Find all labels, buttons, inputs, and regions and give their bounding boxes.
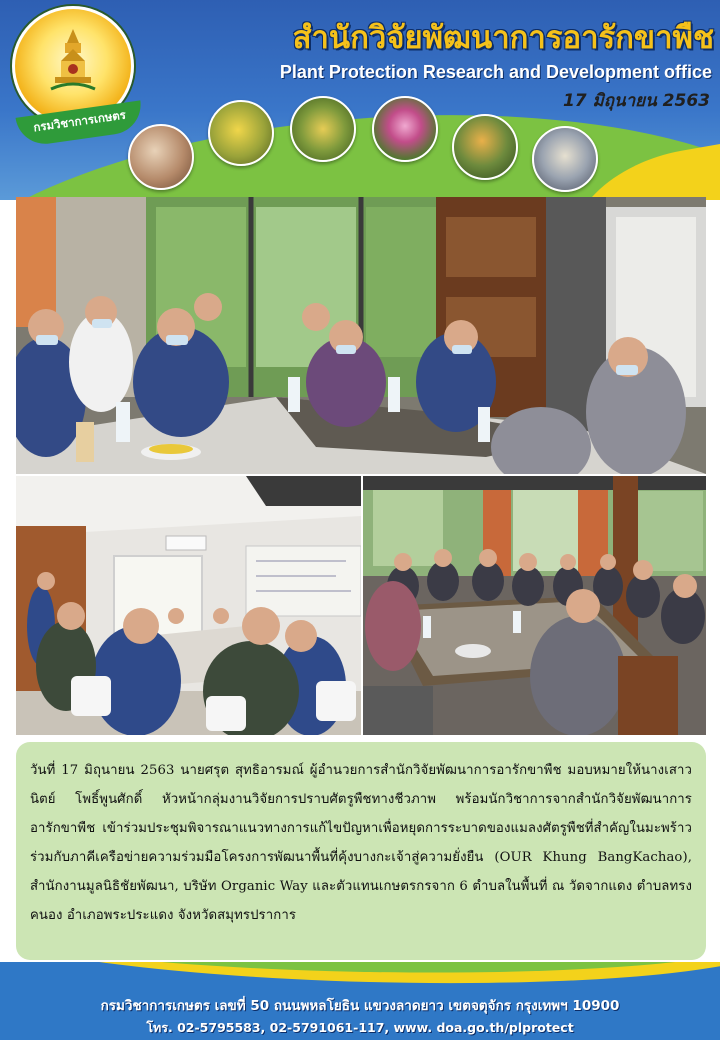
- meeting-photo-main: [16, 197, 706, 474]
- thumb-field-worker: [452, 114, 518, 180]
- meeting-photo-roundtable: [363, 476, 706, 735]
- thumb-green-spores: [290, 96, 356, 162]
- meeting-photo-presentation: [16, 476, 361, 735]
- footer-contact: โทร. 02-5795583, 02-5791061-117, www. doa.go.th/plprotect: [146, 1020, 574, 1035]
- news-text-panel: [16, 742, 706, 960]
- footer-address: กรมวิชาการเกษตร เลขที่ 50 ถนนพหลโยธิน แขวงลาดยาว เขตจตุจักร กรุงเทพฯ 10900: [100, 998, 620, 1014]
- news-date: 17 มิถุนายน 2563: [562, 91, 710, 111]
- news-paragraph: วันที่ 17 มิถุนายน 2563 นายศรุต สุทธิอารมณ์ ผู้อำนวยการสำนักวิจัยพัฒนาการอารักขาพืช มอบหมายให้นางเสาวนิตย์ โพธิ์พูนศักดิ์ หัวหน้ากลุ่มงานวิจัยการปราบศัตรูพืชทางชีวภาพ พร้อมนักวิชาการจากสำนักวิจัยพัฒนาการอารักขาพืช เข้าร่วมประชุมพิจารณาแนวทางการแก้ไขปัญหาเพื่อหยุดการระบาดของแมลงศัตรูพืชที่สำคัญในมะพร้าวร่วมกับภาคีเครือข่ายความร่วมมือโครงการพัฒนาพื้นที่คุ้งบางกะเจ้าสู่ความยั่งยืน (OUR Khung BangKachao), สำนักงานมูลนิธิชัยพัฒนา, บริษัท Organic Way และตัวแทนเกษตรกรจาก 6 ตำบลในพื้นที่ ณ วัดจากแดง ตำบลทรงคนอง อำเภอพระประแดง จังหวัดสมุทรปราการ: [30, 763, 692, 923]
- thumb-pink-flower: [372, 96, 438, 162]
- page-header: [0, 0, 720, 200]
- thumb-lab-researcher: [532, 126, 598, 192]
- thumb-insect-closeup: [128, 124, 194, 190]
- thumb-yellow-fungus: [208, 100, 274, 166]
- page-title-thai: สำนักวิจัยพัฒนาการอารักขาพืช: [292, 20, 714, 56]
- page-footer: [0, 962, 720, 1040]
- thumbnail-strip: [128, 94, 608, 194]
- page-title-english: Plant Protection Research and Development office: [279, 62, 712, 82]
- logo-department-text: กรมวิชาการเกษตร: [16, 100, 145, 147]
- shrine-emblem-icon: [49, 29, 97, 95]
- doa-logo: [12, 6, 134, 135]
